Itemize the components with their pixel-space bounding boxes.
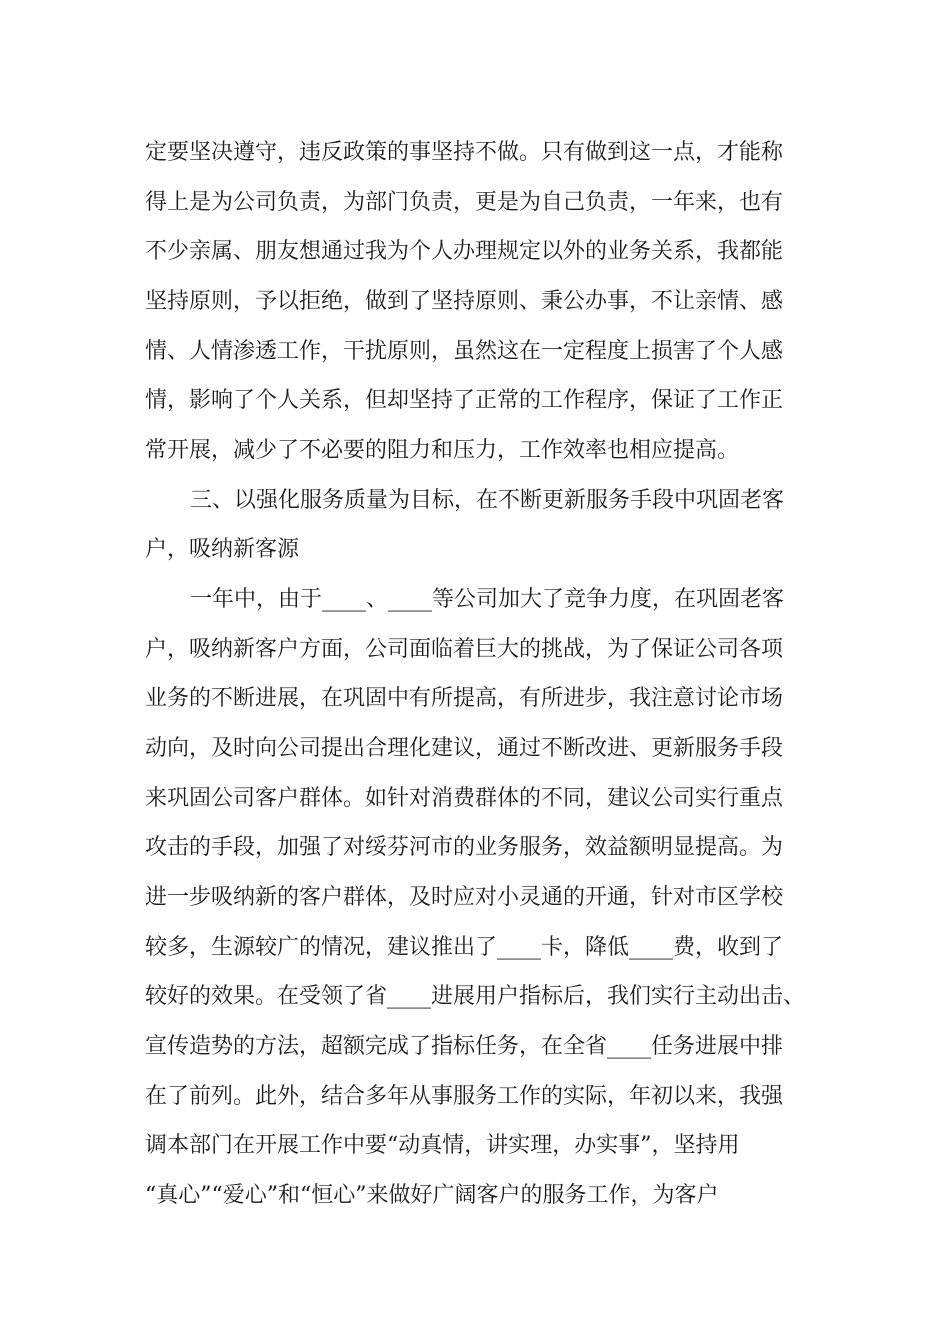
text-line-1: 定要坚决遵守，违反政策的事坚持不做。只有做到这一点，才能称 [145,140,784,165]
text-line-16: 进一步吸纳新的客户群体，及时应对小灵通的开通，针对市区学校 [145,885,784,910]
text-line-21: 调本部门在开展工作中要“动真情，讲实理，办实事”，坚持用 [145,1133,740,1158]
text-line-5: 情、人情渗透工作，干扰原则，虽然这在一定程度上损害了个人感 [145,339,784,364]
text-line-17: 较多，生源较广的情况，建议推出了____卡，降低____费，收到了 [145,935,784,960]
text-line-4: 坚持原则，予以拒绝，做到了坚持原则、秉公办事，不让亲情、感 [145,289,784,314]
text-line-11: 户，吸纳新客户方面，公司面临着巨大的挑战，为了保证公司各项 [145,637,784,662]
text-line-14: 来巩固公司客户群体。如针对消费群体的不同，建议公司实行重点 [145,786,784,811]
text-line-2: 得上是为公司负责，为部门负责，更是为自己负责，一年来，也有 [145,190,784,215]
text-line-13: 动向，及时向公司提出合理化建议，通过不断改进、更新服务手段 [145,736,784,761]
section-heading-line-1: 三、以强化服务质量为目标，在不断更新服务手段中巩固老客 [190,488,785,513]
text-line-20: 在了前列。此外，结合多年从事服务工作的实际，年初以来，我强 [145,1084,784,1109]
text-line-18: 较好的效果。在受领了省____进展用户指标后，我们实行主动出击、 [145,984,806,1009]
text-line-22: “真心”“爱心”和“恒心”来做好广阔客户的服务工作，为客户 [145,1183,719,1208]
text-line-6: 情，影响了个人关系，但却坚持了正常的工作程序，保证了工作正 [145,388,784,413]
text-line-7: 常开展，减少了不必要的阻力和压力，工作效率也相应提高。 [145,438,740,463]
text-line-12: 业务的不断进展，在巩固中有所提高，有所进步，我注意讨论市场 [145,686,784,711]
text-line-15: 攻击的手段，加强了对绥芬河市的业务服务，效益额明显提高。为 [145,835,784,860]
section-heading-line-2: 户，吸纳新客源 [145,537,300,562]
text-line-10: 一年中，由于____、____等公司加大了竞争力度，在巩固老客 [190,587,785,612]
text-line-3: 不少亲属、朋友想通过我为个人办理规定以外的业务关系，我都能 [145,239,784,264]
text-line-19: 宣传造势的方法，超额完成了指标任务，在全省____任务进展中排 [145,1034,784,1059]
